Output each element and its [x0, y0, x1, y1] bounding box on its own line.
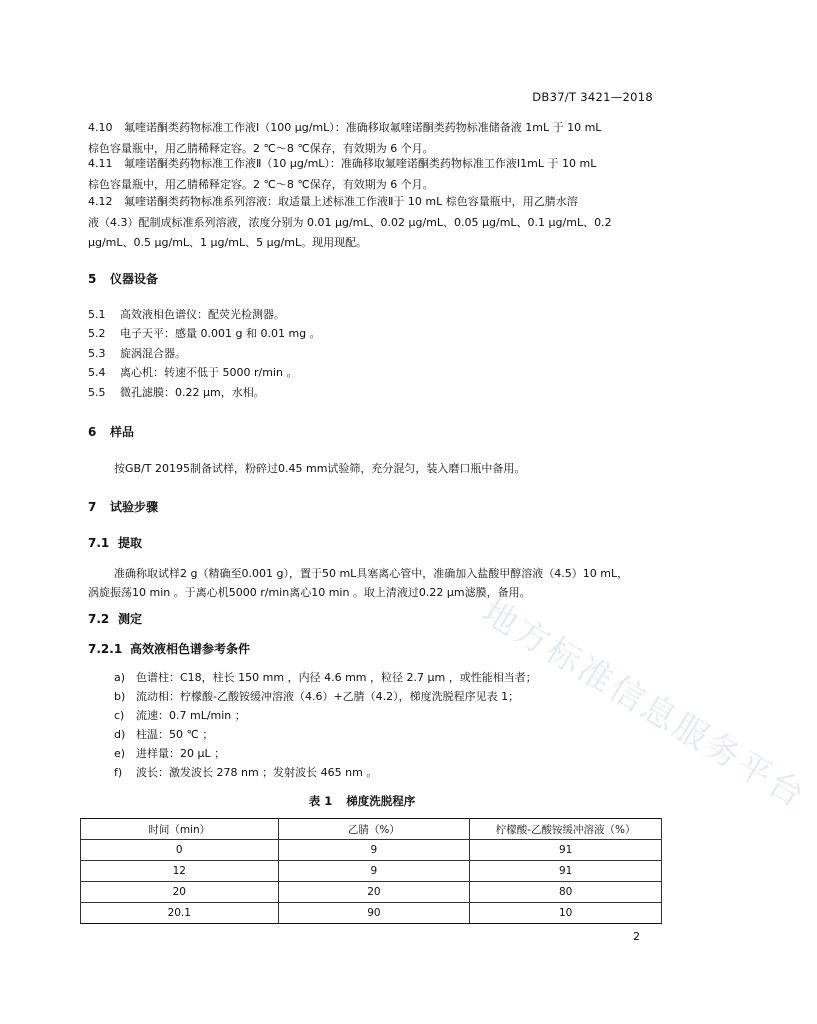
gradient-table [80, 818, 662, 924]
table-cell: 80 [470, 882, 662, 903]
table-cell: 91 [470, 861, 662, 882]
table-row [81, 840, 662, 861]
section-title: 样品 [110, 425, 135, 439]
section-heading-7-2-1 [88, 640, 250, 657]
table-row [81, 882, 662, 903]
extraction-text: 涡旋振荡10 min 。于离心机5000 r/min离心10 min 。取上清液过0.22 μm滤膜，备用。 [88, 586, 531, 599]
clause-text: 液（4.3）配制成标准系列溶液，浓度分别为 0.01 μg/mL、0.02 μg/mL、0.05 μg/mL、0.1 μg/mL、0.2 [88, 215, 612, 229]
watermark: 地方标准信息服务平台 [475, 591, 814, 817]
list-marker: f) [114, 766, 123, 779]
section-number: 7.1 [88, 536, 110, 550]
table-cell: 20 [81, 882, 279, 903]
clause-4-11 [88, 154, 656, 195]
list-marker: b) [114, 690, 126, 703]
table-cell: 0 [81, 840, 279, 861]
table-title: 梯度洗脱程序 [346, 794, 416, 808]
table-caption [0, 793, 724, 809]
table-cell: 20 [278, 882, 470, 903]
list-text: 波长：激发波长 278 nm ；发射波长 465 nm 。 [136, 766, 378, 779]
list-item [114, 688, 519, 704]
list-item [88, 364, 297, 380]
section-title: 提取 [118, 536, 143, 550]
clause-number: 4.11 [88, 157, 113, 170]
section-heading-7 [88, 498, 158, 515]
list-item [114, 669, 537, 685]
clause-4-10 [88, 118, 656, 159]
section-number: 7.2 [88, 612, 110, 626]
sample-paragraph: 按GB/T 20195制备试样，粉碎过0.45 mm试验筛，充分混匀，装入磨口瓶中备用。 [114, 462, 526, 475]
clause-number: 4.12 [88, 195, 113, 208]
clause-text: 旋涡混合器。 [120, 347, 186, 360]
section-title: 高效液相色谱参考条件 [130, 642, 251, 656]
table-header-row [81, 819, 662, 840]
list-item [114, 726, 213, 742]
list-item [114, 707, 246, 723]
clause-text: 离心机：转速不低于 5000 r/min 。 [120, 366, 298, 379]
list-text: 进样量：20 μL ； [136, 747, 226, 760]
table-cell: 20.1 [81, 903, 279, 924]
section-title: 测定 [118, 612, 143, 626]
table-cell: 9 [278, 861, 470, 882]
section-number: 6 [88, 425, 97, 439]
section-number: 7.2.1 [88, 642, 123, 656]
list-marker: e) [114, 747, 126, 760]
list-item [88, 325, 321, 341]
table-label: 表 1 [308, 794, 333, 808]
table-cell: 91 [470, 840, 662, 861]
section-heading-6 [88, 423, 134, 440]
list-item [114, 745, 225, 761]
column-header: 乙腈（%） [278, 819, 470, 840]
column-header: 柠檬酸-乙酸铵缓冲溶液（%） [470, 819, 662, 840]
list-marker: c) [114, 709, 125, 722]
clause-number: 5.2 [88, 327, 106, 340]
clause-number: 4.10 [88, 121, 113, 134]
list-marker: a) [114, 671, 126, 684]
document-code: DB37/T 3421—2018 [532, 90, 653, 104]
list-text: 流速：0.7 mL/min ； [136, 709, 246, 722]
clause-number: 5.1 [88, 308, 106, 321]
column-header: 时间（min） [81, 819, 279, 840]
list-marker: d) [114, 728, 126, 741]
section-heading-7-2 [88, 610, 142, 627]
table-row [81, 903, 662, 924]
table-row [81, 861, 662, 882]
clause-text: 棕色容量瓶中，用乙腈稀释定容。2 ℃～8 ℃保存，有效期为 6 个月。 [88, 177, 434, 191]
list-item [88, 384, 265, 400]
section-title: 试验步骤 [110, 500, 159, 514]
clause-text: 电子天平：感量 0.001 g 和 0.01 mg 。 [120, 327, 321, 340]
list-text: 流动相：柠檬酸-乙酸铵缓冲溶液（4.6）+乙腈（4.2），梯度洗脱程序见表 1； [136, 690, 520, 703]
clause-text: 高效液相色谱仪：配荧光检测器。 [120, 308, 285, 321]
table-cell: 9 [278, 840, 470, 861]
clause-number: 5.3 [88, 347, 106, 360]
section-heading-5 [88, 270, 158, 287]
clause-number: 5.5 [88, 386, 106, 399]
clause-text: 微孔滤膜：0.22 μm，水相。 [120, 386, 265, 399]
clause-number: 5.4 [88, 366, 106, 379]
clause-text: 氟喹诺酮类药物标准系列溶液：取适量上述标准工作液Ⅱ于 10 mL 棕色容量瓶中，用乙腈水溶 [124, 195, 578, 208]
list-item [114, 764, 377, 780]
list-text: 色谱柱：C18，柱长 150 mm ，内径 4.6 mm ，粒径 2.7 μm ，或性能相当者； [136, 671, 537, 684]
section-title: 仪器设备 [110, 272, 159, 286]
clause-4-12 [88, 192, 656, 254]
clause-text: 氟喹诺酮类药物标准工作液Ⅱ（10 μg/mL）：准确移取氟喹诺酮类药物标准工作液Ⅰ1mL 于 10 mL [124, 157, 597, 170]
list-text: 柱温：50 ℃ ； [136, 728, 214, 741]
table-cell: 90 [278, 903, 470, 924]
table-cell: 12 [81, 861, 279, 882]
table-cell: 10 [470, 903, 662, 924]
list-item [88, 345, 186, 361]
section-number: 7 [88, 500, 97, 514]
clause-text: μg/mL、0.5 μg/mL、1 μg/mL、5 μg/mL。现用现配。 [88, 236, 368, 249]
section-number: 5 [88, 272, 97, 286]
extraction-text: 准确称取试样2 g（精确至0.001 g），置于50 mL具塞离心管中，准确加入盐酸甲醇溶液（4.5）10 mL， [114, 567, 629, 580]
list-item [88, 306, 285, 322]
page-number: 2 [633, 930, 640, 943]
clause-text: 氟喹诺酮类药物标准工作液Ⅰ（100 μg/mL）：准确移取氟喹诺酮类药物标准储备液 1mL 于 10 mL [124, 121, 602, 134]
clause-text: 棕色容量瓶中，用乙腈稀释定容。2 ℃～8 ℃保存，有效期为 6 个月。 [88, 141, 434, 155]
section-heading-7-1 [88, 534, 142, 551]
